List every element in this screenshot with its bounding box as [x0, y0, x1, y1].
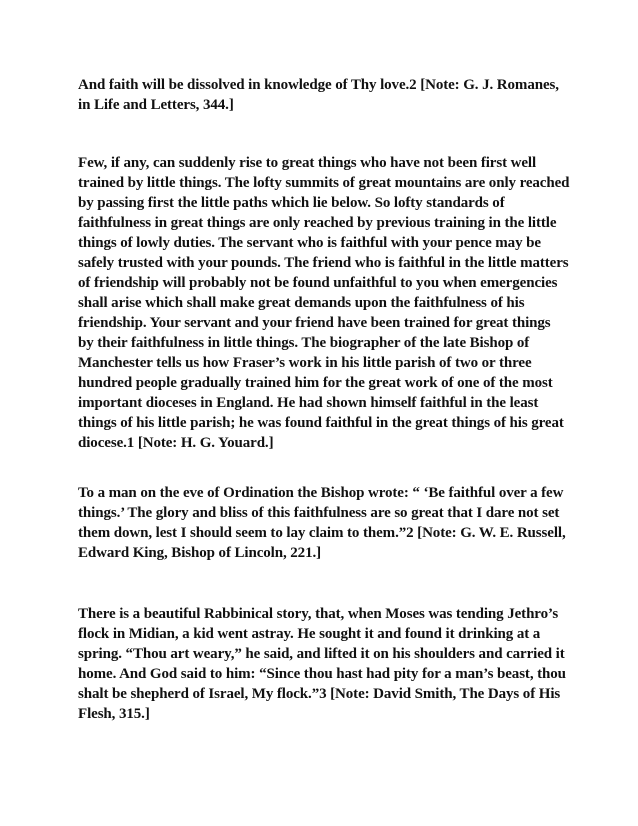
- text-line: shall arise which shall make great demands upon the faithfulness of his: [78, 295, 525, 311]
- text-line: in Life and Letters, 344.]: [78, 97, 234, 113]
- text-line: things of his little parish; he was found faithful in the great things of his great: [78, 415, 564, 431]
- paragraph-romanes-quote: [78, 75, 578, 115]
- text-line: To a man on the eve of Ordination the Bishop wrote: “ ‘Be faithful over a few: [78, 485, 564, 501]
- text-line: trained by little things. The lofty summits of great mountains are only reached: [78, 175, 570, 191]
- text-line: important dioceses in England. He had shown himself faithful in the least: [78, 395, 539, 411]
- text-line: Manchester tells us how Fraser’s work in his little parish of two or three: [78, 355, 532, 371]
- text-line: hundred people gradually trained him for the great work of one of the most: [78, 375, 553, 391]
- text-line: them down, lest I should seem to lay claim to them.”2 [Note: G. W. E. Russell,: [78, 525, 566, 541]
- text-line: safely trusted with your pounds. The friend who is faithful in the little matters: [78, 255, 569, 271]
- text-line: shalt be shepherd of Israel, My flock.”3 [Note: David Smith, The Days of His: [78, 686, 561, 702]
- text-line: by their faithfulness in little things. The biographer of the late Bishop of: [78, 335, 530, 351]
- text-line: Few, if any, can suddenly rise to great things who have not been first well: [78, 155, 537, 171]
- text-line: Flesh, 315.]: [78, 706, 150, 722]
- paragraph-russell-quote: [78, 483, 578, 563]
- text-line: friendship. Your servant and your friend have been trained for great things: [78, 315, 551, 331]
- text-line: Edward King, Bishop of Lincoln, 221.]: [78, 545, 322, 561]
- text-line: faithfulness in great things are only reached by previous training in the little: [78, 215, 557, 231]
- text-line: And faith will be dissolved in knowledge of Thy love.2 [Note: G. J. Romanes,: [78, 77, 559, 93]
- text-line: of friendship will probably not be found unfaithful to you when emergencies: [78, 275, 558, 291]
- text-line: spring. “Thou art weary,” he said, and lifted it on his shoulders and carried it: [78, 646, 565, 662]
- text-line: by passing first the little paths which lie below. So lofty standards of: [78, 195, 505, 211]
- text-line: flock in Midian, a kid went astray. He sought it and found it drinking at a: [78, 626, 541, 642]
- text-line: There is a beautiful Rabbinical story, that, when Moses was tending Jethro’s: [78, 606, 559, 622]
- text-line: things.’ The glory and bliss of this faithfulness are so great that I dare not set: [78, 505, 560, 521]
- text-line: things of lowly duties. The servant who is faithful with your pence may be: [78, 235, 541, 251]
- text-line: diocese.1 [Note: H. G. Youard.]: [78, 435, 274, 451]
- text-line: home. And God said to him: “Since thou hast had pity for a man’s beast, thou: [78, 666, 566, 682]
- paragraph-youard-quote: [78, 153, 578, 453]
- paragraph-smith-quote: [78, 604, 578, 724]
